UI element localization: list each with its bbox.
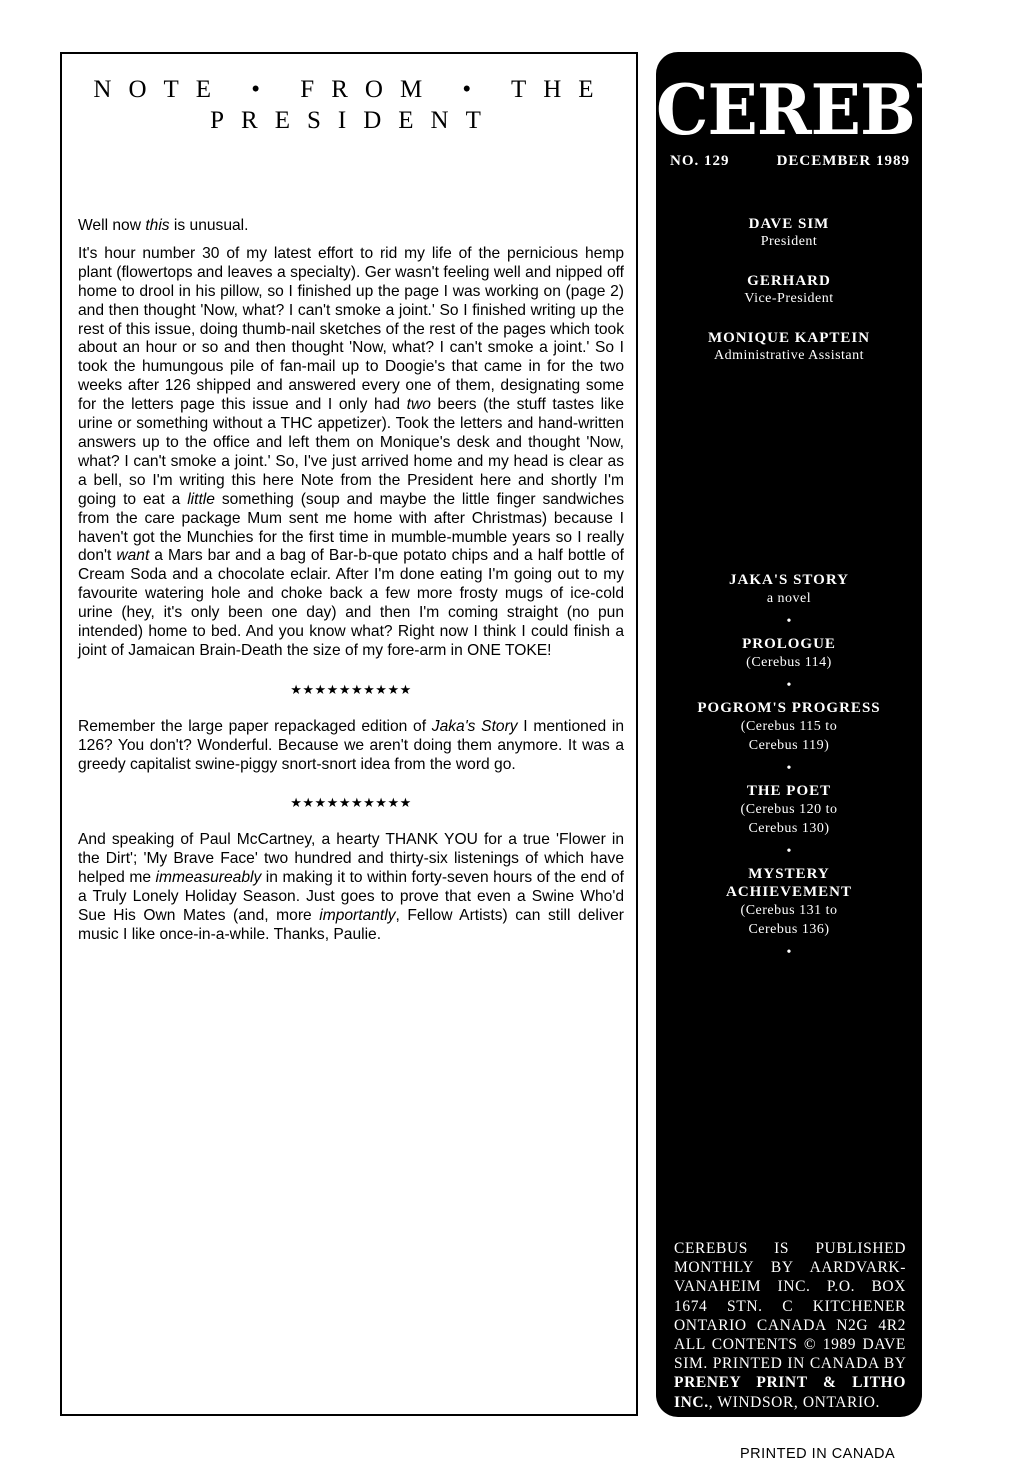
text-run: Well now: [78, 217, 146, 234]
staff-name: DAVE SIM: [748, 216, 830, 232]
staff-name: GERHARD: [747, 273, 831, 289]
text-run: I mentioned in 126? You don't? Wonderful. Because we aren't doing them anymore. It was a greedy capitalist swine-piggy snort-snort idea from the word go.: [78, 717, 625, 773]
text-run: , Fellow Artists) can still deliver music I like once-in-a-while. Thanks, Paulie.: [78, 907, 624, 943]
paragraph-3: [78, 718, 624, 775]
emphasis: importantly: [319, 907, 396, 924]
staff-role: Administrative Assistant: [713, 348, 865, 363]
emphasis: Jaka's Story: [431, 717, 518, 735]
part-issues: Cerebus 136): [748, 922, 830, 937]
issue-date: DECEMBER 1989: [776, 153, 910, 169]
text-run: And speaking of Paul McCartney, a hearty THANK YOU for a true 'Flower in the Dirt'; 'My Brave Face' two hundred and thirty-six listenings of which have helped me: [78, 831, 624, 887]
part-title: POGROM'S PROGRESS: [697, 700, 881, 716]
part-issues: (Cerebus 120 to: [740, 802, 838, 817]
paragraph-4: [78, 831, 624, 944]
note-title-line2: PRESIDENT: [210, 107, 498, 134]
star-divider: ★★★★★★★★★★: [290, 795, 412, 811]
note-from-president-box: [60, 52, 638, 1416]
staff-list: [656, 215, 922, 386]
story-subtitle: a novel: [766, 591, 812, 606]
story-title: JAKA'S STORY: [729, 572, 849, 588]
story-contents: [656, 571, 922, 966]
bullet: •: [786, 844, 792, 859]
text-run: something (soup and maybe the little finger sandwiches from the care package Mum sent me home with after Christmas) because I haven't got the Munchies for the first time in mumble-mumble years so I really don't: [78, 490, 624, 565]
issue-number: NO. 129: [670, 153, 730, 169]
text-run: is unusual.: [169, 217, 249, 234]
bullet: •: [786, 945, 792, 960]
note-body: [78, 217, 624, 953]
text-run: CEREBUS IS PUBLISHED MONTHLY BY AARDVARK-VANAHEIM INC. P.O. BOX 1674 STN. C KITCHENER ONTARIO CANADA N2G 4R2 ALL CONTENTS © 1989 DAVE SIM. PRINTED IN CANADA BY: [674, 1240, 906, 1373]
star-divider: ★★★★★★★★★★: [290, 681, 412, 697]
publication-info: [674, 1239, 906, 1412]
emphasis: this: [145, 217, 170, 234]
part-issues: Cerebus 119): [748, 738, 830, 753]
part-issues: Cerebus 130): [748, 821, 830, 836]
text-run: beers (the stuff tastes like urine or something without a THC appetizer). Took the letters and hand-written answers up to the office and left them on Monique's desk and thought 'Now, what? I can't smoke a joint.' So, I've just arrived home and my head is clear as a bell, so I'm writing this here Note from the President here and shortly I'm going to eat a: [78, 396, 624, 508]
bullet: •: [786, 678, 792, 693]
emphasis: little: [187, 490, 215, 508]
part-issues: (Cerebus 115 to: [740, 719, 838, 734]
text-run: a Mars bar and a bag of Bar-b-que potato chips and a half bottle of Cream Soda and a chocolate eclair. After I'm done eating I'm going out to my favourite watering hole and choke back a few more frosty mugs of ice-cold urine (hey, it's only been one day) and then I'm coming straight (no pun intended) home to bed. And you know what? Right now I think I could finish a joint of Jamaican Brain-Death the size of my fore-arm in ONE TOKE!: [78, 547, 624, 659]
text-run: , WINDSOR, ONTARIO.: [708, 1393, 881, 1411]
text-run: Remember the large paper repackaged edition of: [78, 717, 432, 735]
note-title-line1: NOTE • FROM • THE: [93, 76, 611, 103]
printed-in-canada: PRINTED IN CANADA: [740, 1446, 896, 1462]
bullet: •: [786, 614, 792, 629]
emphasis: want: [116, 547, 150, 565]
part-issues: (Cerebus 131 to: [740, 903, 838, 918]
text-run: in making it to within forty-seven hours of the end of a Truly Lonely Holiday Season. Just goes to prove that even a Swine Who'd Sue His Own Mates (and, more: [78, 869, 624, 924]
part-title: ACHIEVEMENT: [725, 884, 852, 900]
printer-name: PRENEY PRINT & LITHO INC.: [674, 1374, 906, 1411]
paragraph-1: [78, 217, 624, 236]
paragraph-2: [78, 245, 624, 661]
staff-role: Vice-President: [744, 291, 834, 306]
bullet: •: [786, 761, 792, 776]
cerebus-logo: CEREBUS: [656, 69, 1018, 151]
part-title: THE POET: [746, 783, 832, 799]
staff-name: MONIQUE KAPTEIN: [707, 330, 871, 346]
staff-role: President: [760, 234, 818, 249]
text-run: It's hour number 30 of my latest effort to rid my life of the pernicious hemp plant (flowertops and leaves a specialty). Ger wasn't feeling well and nipped off home to drool in his pillow, so I finished up the page I was working on (page 2) and then thought 'Now, what? I can't smoke a joint.' So I finished writing up the rest of this issue, doing thumb-nail sketches of the rest of the pages which took about an hour or so and then thought 'Now, what? I can't smoke a joint.' So I took the humungous pile of fan-mail up to Doogie's that came in for the two weeks after 126 shipped and answered every one of them, designating some for the letters page this issue and I only had: [78, 244, 624, 414]
part-title: MYSTERY: [748, 866, 830, 882]
note-title: [62, 74, 636, 136]
part-title: PROLOGUE: [742, 636, 836, 652]
masthead-panel: [656, 52, 1018, 1417]
part-issues: (Cerebus 114): [746, 655, 832, 670]
issue-line: [670, 153, 910, 170]
emphasis: immeasureably: [155, 869, 262, 887]
emphasis: two: [406, 396, 431, 414]
